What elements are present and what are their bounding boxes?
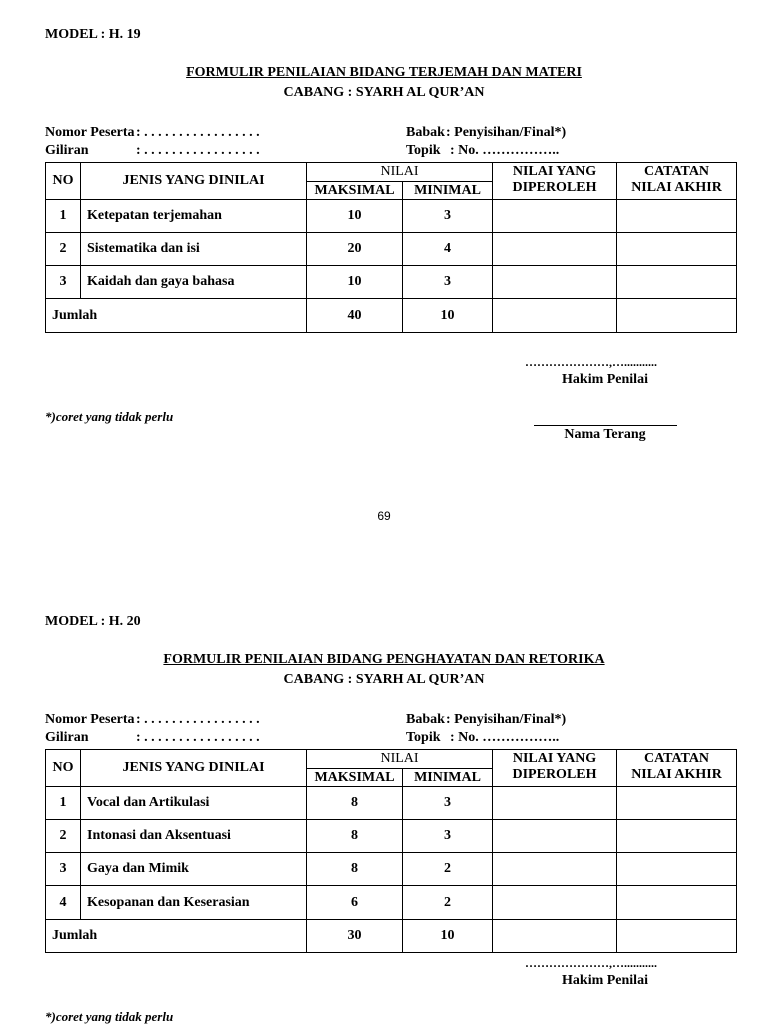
header-nilai: NILAI [307,163,493,182]
row-jenis: Sistematika dan isi [81,233,307,266]
header-catatan-line2: NILAI AKHIR [631,767,722,782]
row-no: 2 [46,233,81,266]
total-row [46,299,737,333]
total-maksimal: 40 [307,299,403,333]
header-minimal: MINIMAL [403,182,493,200]
total-label: Jumlah [46,920,307,953]
row-nilai-diperoleh-cell[interactable] [493,200,617,233]
header-catatan-line1: CATATAN [643,164,710,179]
row-jenis: Intonasi dan Aksentuasi [81,820,307,853]
topik-field[interactable]: : No. …………….. [450,730,560,745]
table-row [46,200,737,233]
row-no: 3 [46,853,81,886]
row-maksimal: 8 [307,820,403,853]
row-minimal: 2 [403,853,493,886]
header-nilai-diperoleh [493,163,617,200]
row-no: 4 [46,886,81,920]
header-nilai-diperoleh [493,750,617,787]
babak-value: : Penyisihan/Final*) [446,125,567,140]
row-jenis: Kesopanan dan Keserasian [81,886,307,920]
row-maksimal: 10 [307,200,403,233]
form-subtitle: CABANG : SYARH AL QUR’AN [283,85,485,100]
hakim-penilai-label: Hakim Penilai [562,372,648,387]
row-no: 2 [46,820,81,853]
header-maksimal: MAKSIMAL [307,769,403,787]
row-no: 3 [46,266,81,299]
row-jenis: Ketepatan terjemahan [81,200,307,233]
scoring-table [45,162,737,333]
giliran-label: Giliran [45,143,89,158]
row-nilai-diperoleh-cell[interactable] [493,886,617,920]
total-catatan-cell[interactable] [617,920,737,953]
place-date-field[interactable]: …………………,…........... [525,355,657,369]
row-no: 1 [46,787,81,820]
footnote: *)coret yang tidak perlu [45,409,174,424]
header-diperoleh-line1: NILAI YANG [512,751,597,766]
row-maksimal: 8 [307,787,403,820]
place-date-field[interactable]: …………………,…........... [525,956,657,970]
total-maksimal: 30 [307,920,403,953]
nama-terang-label: Nama Terang [564,427,646,442]
total-label: Jumlah [46,299,307,333]
row-catatan-cell[interactable] [617,820,737,853]
table-row [46,886,737,920]
header-nilai: NILAI [307,750,493,769]
header-minimal: MINIMAL [403,769,493,787]
hakim-penilai-label: Hakim Penilai [562,973,648,988]
row-catatan-cell[interactable] [617,853,737,886]
form-title: FORMULIR PENILAIAN BIDANG PENGHAYATAN DAN RETORIKA [163,652,605,667]
header-catatan [617,750,737,787]
row-nilai-diperoleh-cell[interactable] [493,233,617,266]
footnote: *)coret yang tidak perlu [45,1009,174,1024]
row-minimal: 4 [403,233,493,266]
row-minimal: 3 [403,820,493,853]
form-subtitle: CABANG : SYARH AL QUR’AN [283,672,485,687]
topik-field[interactable]: : No. …………….. [450,143,560,158]
row-minimal: 2 [403,886,493,920]
nomor-peserta-field[interactable]: : . . . . . . . . . . . . . . . . . [136,712,260,727]
header-maksimal: MAKSIMAL [307,182,403,200]
header-diperoleh-line2: DIPEROLEH [512,180,597,195]
header-catatan [617,163,737,200]
table-row [46,820,737,853]
giliran-field[interactable]: : . . . . . . . . . . . . . . . . . [136,730,260,745]
row-nilai-diperoleh-cell[interactable] [493,820,617,853]
total-catatan-cell[interactable] [617,299,737,333]
babak-label: Babak [406,125,445,140]
row-minimal: 3 [403,200,493,233]
nomor-peserta-label: Nomor Peserta [45,125,135,140]
topik-label: Topik [406,143,441,158]
row-jenis: Kaidah dan gaya bahasa [81,266,307,299]
row-catatan-cell[interactable] [617,266,737,299]
total-minimal: 10 [403,299,493,333]
model-label: MODEL : H. 19 [45,27,141,42]
scoring-table [45,749,737,953]
page-number: 69 [377,509,391,523]
row-no: 1 [46,200,81,233]
header-catatan-line2: NILAI AKHIR [631,180,722,195]
header-diperoleh-line1: NILAI YANG [512,164,597,179]
header-jenis: JENIS YANG DINILAI [81,163,307,200]
row-jenis: Gaya dan Mimik [81,853,307,886]
nomor-peserta-label: Nomor Peserta [45,712,135,727]
model-label: MODEL : H. 20 [45,614,141,629]
row-nilai-diperoleh-cell[interactable] [493,266,617,299]
nomor-peserta-field[interactable]: : . . . . . . . . . . . . . . . . . [136,125,260,140]
row-nilai-diperoleh-cell[interactable] [493,853,617,886]
row-jenis: Vocal dan Artikulasi [81,787,307,820]
row-minimal: 3 [403,266,493,299]
header-no: NO [46,750,81,787]
row-minimal: 3 [403,787,493,820]
babak-value: : Penyisihan/Final*) [446,712,567,727]
topik-label: Topik [406,730,441,745]
row-catatan-cell[interactable] [617,886,737,920]
row-maksimal: 10 [307,266,403,299]
table-row [46,853,737,886]
row-catatan-cell[interactable] [617,787,737,820]
header-diperoleh-line2: DIPEROLEH [512,767,597,782]
table-row [46,787,737,820]
header-jenis: JENIS YANG DINILAI [81,750,307,787]
row-maksimal: 6 [307,886,403,920]
row-nilai-diperoleh-cell[interactable] [493,787,617,820]
total-nilai-diperoleh-cell[interactable] [493,920,617,953]
total-minimal: 10 [403,920,493,953]
giliran-label: Giliran [45,730,89,745]
row-maksimal: 20 [307,233,403,266]
row-catatan-cell[interactable] [617,233,737,266]
header-no: NO [46,163,81,200]
total-row [46,920,737,953]
form-title: FORMULIR PENILAIAN BIDANG TERJEMAH DAN MATERI [186,65,582,80]
giliran-field[interactable]: : . . . . . . . . . . . . . . . . . [136,143,260,158]
table-row [46,266,737,299]
babak-label: Babak [406,712,445,727]
signature-line [534,425,677,426]
row-maksimal: 8 [307,853,403,886]
header-catatan-line1: CATATAN [643,751,710,766]
total-nilai-diperoleh-cell[interactable] [493,299,617,333]
row-catatan-cell[interactable] [617,200,737,233]
table-row [46,233,737,266]
